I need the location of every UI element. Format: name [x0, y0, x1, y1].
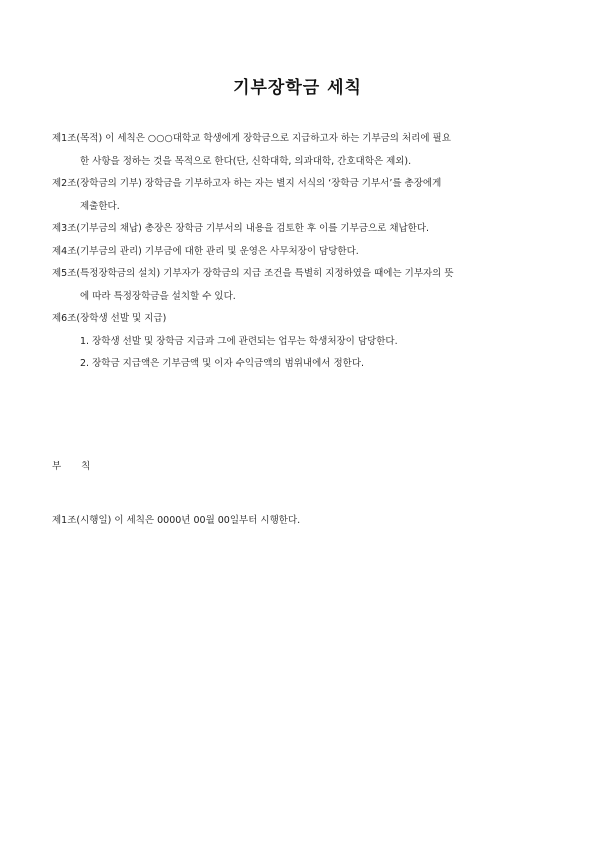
article-6: [52, 308, 552, 331]
article-5-line1: 제5조(특정장학금의 설치) 기부자가 장학금의 지급 조건을 특별히 지정하였을 때에는 기부자의 뜻: [52, 268, 454, 279]
article-2: [52, 173, 552, 218]
article-6-line1: 제6조(장학생 선발 및 지급): [52, 313, 167, 324]
document-title: 기부장학금 세칙: [233, 78, 362, 98]
article-4: [52, 241, 552, 264]
article-1-line1: 제1조(목적) 이 세칙은 ○○○대학교 학생에게 장학금으로 지급하고자 하는 기부금의 처리에 필요: [52, 133, 451, 144]
addendum-heading: 부칙: [52, 461, 111, 472]
article-3: [52, 218, 552, 241]
addendum-article-1: 제1조(시행일) 이 세칙은 0000년 00월 00일부터 시행한다.: [52, 515, 301, 526]
article-3-line1: 제3조(기부금의 채납) 총장은 장학금 기부서의 내용을 검토한 후 이를 기부금으로 채납한다.: [52, 223, 430, 234]
article-1-line2: 한 사항을 정하는 것을 목적으로 한다(단, 신학대학, 의과대학, 간호대학은 제외).: [80, 155, 412, 167]
article-5: [52, 263, 552, 308]
article-6-item-2: 2. 장학금 지급액은 기부금액 및 이자 수익금액의 범위내에서 정한다.: [80, 358, 365, 369]
articles-section: [52, 128, 552, 376]
article-5-line2: 에 따라 특정장학금을 설치할 수 있다.: [80, 290, 236, 302]
article-6-item-1: 1. 장학생 선발 및 장학금 지급과 그에 관련되는 업무는 학생처장이 담당한다.: [80, 335, 398, 347]
article-4-line1: 제4조(기부금의 관리) 기부금에 대한 관리 및 운영은 사무처장이 담당한다.: [52, 245, 359, 257]
article-2-line1: 제2조(장학금의 기부) 장학금을 기부하고자 하는 자는 별지 서식의 ‘장학금 기부서’를 총장에게: [52, 178, 442, 189]
article-1: [52, 128, 552, 173]
article-2-line2: 제출한다.: [80, 200, 120, 212]
